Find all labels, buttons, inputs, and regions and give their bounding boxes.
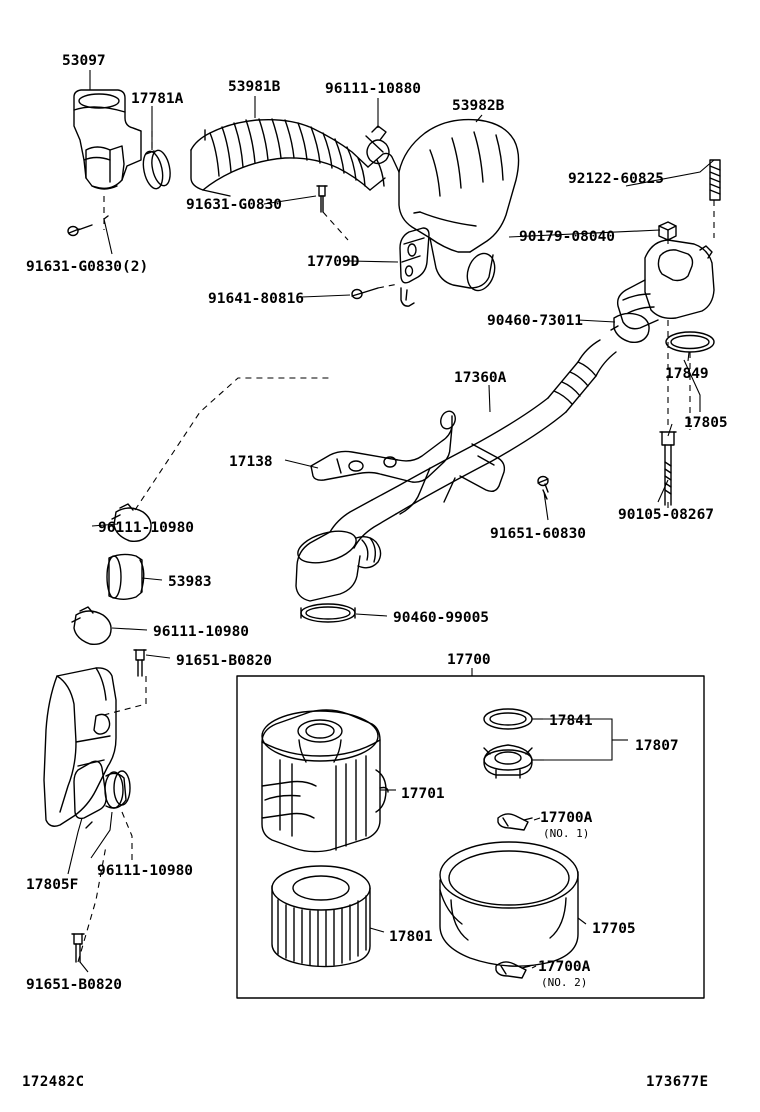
part-96111-10980-clamp-b xyxy=(72,607,111,644)
part-17805F-duct xyxy=(44,668,130,826)
diagram-code-left: 172482C xyxy=(22,1074,85,1090)
part-91631-G0830-2-bolt xyxy=(68,216,108,236)
label-90179-08040: 90179-08040 xyxy=(519,229,616,245)
label-17700A-no2-code: 17700A xyxy=(538,959,591,975)
label-96111-10980-b: 96111-10980 xyxy=(153,624,250,640)
part-96111-10980-clamp-c xyxy=(86,822,92,828)
part-91641-80816-bolt xyxy=(352,288,378,299)
label-96111-10980-a: 96111-10980 xyxy=(98,520,195,536)
label-17781A: 17781A xyxy=(131,91,184,107)
part-90179-08040-nut xyxy=(659,222,676,240)
label-17807: 17807 xyxy=(635,738,679,754)
label-17801: 17801 xyxy=(389,929,433,945)
label-53983: 53983 xyxy=(168,574,212,590)
label-91631-G0830-2: 91631-G0830(2) xyxy=(26,259,149,275)
label-90460-73011: 90460-73011 xyxy=(487,313,584,329)
label-91641-80816: 91641-80816 xyxy=(208,291,305,307)
label-17700A-no2 xyxy=(538,959,590,989)
part-inlet-body-right xyxy=(611,240,714,352)
label-91651-60830: 91651-60830 xyxy=(490,526,587,542)
label-91651-B0820-b: 91651-B0820 xyxy=(26,977,123,993)
label-96111-10880: 96111-10880 xyxy=(325,81,422,97)
label-17805: 17805 xyxy=(684,415,728,431)
part-17841-gasket xyxy=(484,709,532,729)
label-17709D: 17709D xyxy=(307,254,360,270)
part-17801-filter xyxy=(272,866,370,967)
part-17705-case xyxy=(440,842,578,966)
label-53982B: 53982B xyxy=(452,98,505,114)
part-91651-60830-bolt xyxy=(538,477,548,500)
label-17700A-no1 xyxy=(540,810,592,840)
label-17700A-no1-code: 17700A xyxy=(540,810,593,826)
part-91631-G0830-screw xyxy=(317,186,327,212)
label-17705: 17705 xyxy=(592,921,636,937)
label-91631-G0830: 91631-G0830 xyxy=(186,197,283,213)
part-17805-bolt xyxy=(660,432,676,505)
part-91651-B0820-screw-a xyxy=(134,650,146,676)
part-53982B-duct xyxy=(399,120,519,295)
label-96111-10980-c: 96111-10980 xyxy=(97,863,194,879)
label-17805F: 17805F xyxy=(26,877,79,893)
part-92122-60825-stud xyxy=(710,160,720,200)
label-17360A: 17360A xyxy=(454,370,507,386)
label-53981B: 53981B xyxy=(228,79,281,95)
label-17701: 17701 xyxy=(401,786,445,802)
part-17700A-clip-2 xyxy=(496,962,530,978)
label-53097: 53097 xyxy=(62,53,106,69)
part-53983-sleeve xyxy=(107,554,144,599)
label-92122-60825: 92122-60825 xyxy=(568,171,665,187)
part-17701-cap xyxy=(262,710,388,852)
part-17700A-clip-1 xyxy=(498,814,532,830)
label-17700: 17700 xyxy=(447,652,491,668)
label-90460-99005: 90460-99005 xyxy=(393,610,490,626)
label-17138: 17138 xyxy=(229,454,273,470)
part-17700-box xyxy=(237,676,704,998)
part-17807-cap xyxy=(484,745,532,778)
label-17841: 17841 xyxy=(549,713,593,729)
part-17781A-ring xyxy=(140,149,173,191)
label-91651-B0820-a: 91651-B0820 xyxy=(176,653,273,669)
label-17700A-no1-note: (NO. 1) xyxy=(543,827,590,840)
part-17138-bracket xyxy=(311,409,458,482)
diagram-code-right: 173677E xyxy=(646,1074,709,1090)
label-17700A-no2-note: (NO. 2) xyxy=(541,976,588,989)
label-90105-08267: 90105-08267 xyxy=(618,507,715,523)
part-17709D-bracket xyxy=(400,228,429,306)
label-17849: 17849 xyxy=(665,366,709,382)
